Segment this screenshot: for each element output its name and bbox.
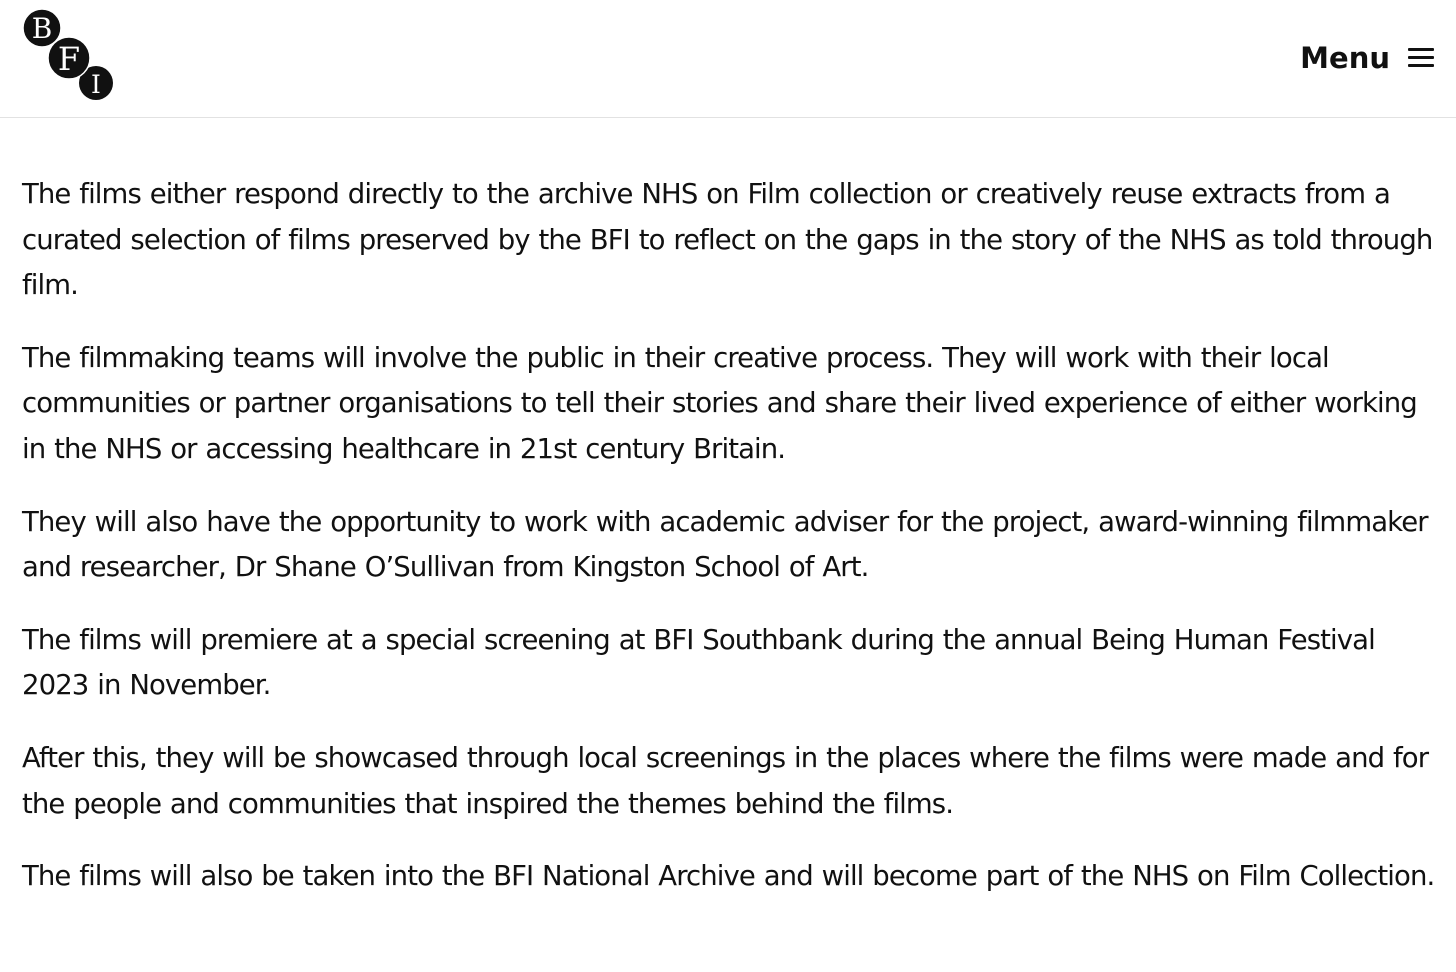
article-body — [22, 172, 1447, 927]
article-paragraph: The filmmaking teams will involve the public in their creative process. They will work with their local communities or partner organisations to tell their stories and share their lived experience of either working in the NHS or accessing healthcare in 21st century Britain. — [22, 341, 1417, 465]
article-paragraph: The films either respond directly to the archive NHS on Film collection or creatively reuse extracts from a curated selection of films preserved by the BFI to reflect on the gaps in the story of the NHS as told through film. — [22, 178, 1433, 302]
site-header — [0, 0, 1456, 118]
bfi-logo[interactable] — [22, 7, 114, 101]
article-paragraph: They will also have the opportunity to work with academic adviser for the project, award-winning filmmaker and researcher, Dr Shane O’Sullivan from Kingston School of Art. — [22, 505, 1428, 584]
hamburger-menu-icon — [1408, 47, 1434, 69]
article-paragraph: The films will also be taken into the BFI National Archive and will become part of the NHS on Film Collection. — [22, 860, 1435, 893]
logo-letter-b: B — [31, 12, 53, 45]
logo-letter-f: F — [57, 40, 81, 78]
bfi-logo-icon — [22, 7, 114, 101]
menu-label: Menu — [1300, 41, 1390, 75]
article-paragraph: After this, they will be showcased through local screenings in the places where the films were made and for the people and communities that inspired the themes behind the films. — [22, 741, 1429, 820]
article-paragraph: The films will premiere at a special screening at BFI Southbank during the annual Being Human Festival 2023 in November. — [22, 623, 1375, 702]
menu-button[interactable] — [1300, 38, 1434, 78]
logo-letter-i: I — [91, 70, 101, 99]
